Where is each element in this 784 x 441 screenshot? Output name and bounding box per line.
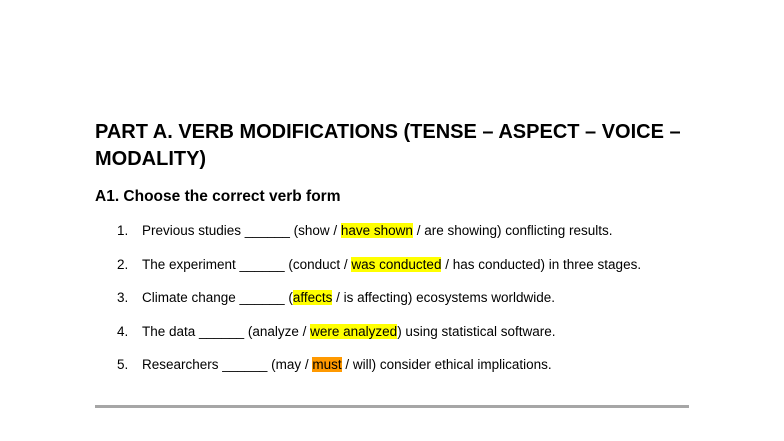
item-text: [142, 254, 641, 276]
item-text: [142, 354, 552, 376]
item-text-before: Previous studies ______ (show /: [142, 223, 341, 238]
list-item: [117, 354, 641, 388]
list-item: [117, 321, 641, 355]
item-text-after: / is affecting) ecosystems worldwide.: [332, 290, 555, 305]
list-item: [117, 254, 641, 288]
item-number: 2.: [117, 256, 129, 272]
footer-divider: [95, 405, 689, 408]
item-text-before: Climate change ______ (: [142, 290, 293, 305]
item-text-after: / will) consider ethical implications.: [341, 357, 552, 372]
item-text-before: The data ______ (analyze /: [142, 323, 311, 339]
item-number: 4.: [117, 323, 129, 339]
highlighted-answer: were analyzed: [310, 323, 398, 339]
page-title: PART A. VERB MODIFICATIONS (TENSE – ASPECT – VOICE – MODALITY): [95, 121, 681, 170]
section-heading: A1. Choose the correct verb form: [95, 188, 341, 205]
exercise-list: [117, 220, 641, 388]
item-text-after: / has conducted) in three stages.: [441, 256, 642, 272]
highlighted-answer: must: [312, 357, 342, 372]
highlighted-answer: affects: [292, 290, 333, 305]
item-text-before: Researchers ______ (may /: [142, 357, 313, 372]
item-text-after: / are showing) conflicting results.: [412, 223, 613, 238]
item-text: [142, 220, 613, 242]
item-text-before: The experiment ______ (conduct /: [142, 256, 352, 272]
item-text: [142, 287, 555, 309]
item-text: [142, 321, 556, 343]
highlighted-answer: have shown: [340, 223, 413, 238]
list-item: [117, 287, 641, 321]
item-number: 5.: [117, 357, 129, 372]
highlighted-answer: was conducted: [351, 256, 442, 272]
item-number: 3.: [117, 290, 129, 305]
item-number: 1.: [117, 223, 129, 238]
list-item: [117, 220, 641, 254]
item-text-after: ) using statistical software.: [397, 323, 556, 339]
